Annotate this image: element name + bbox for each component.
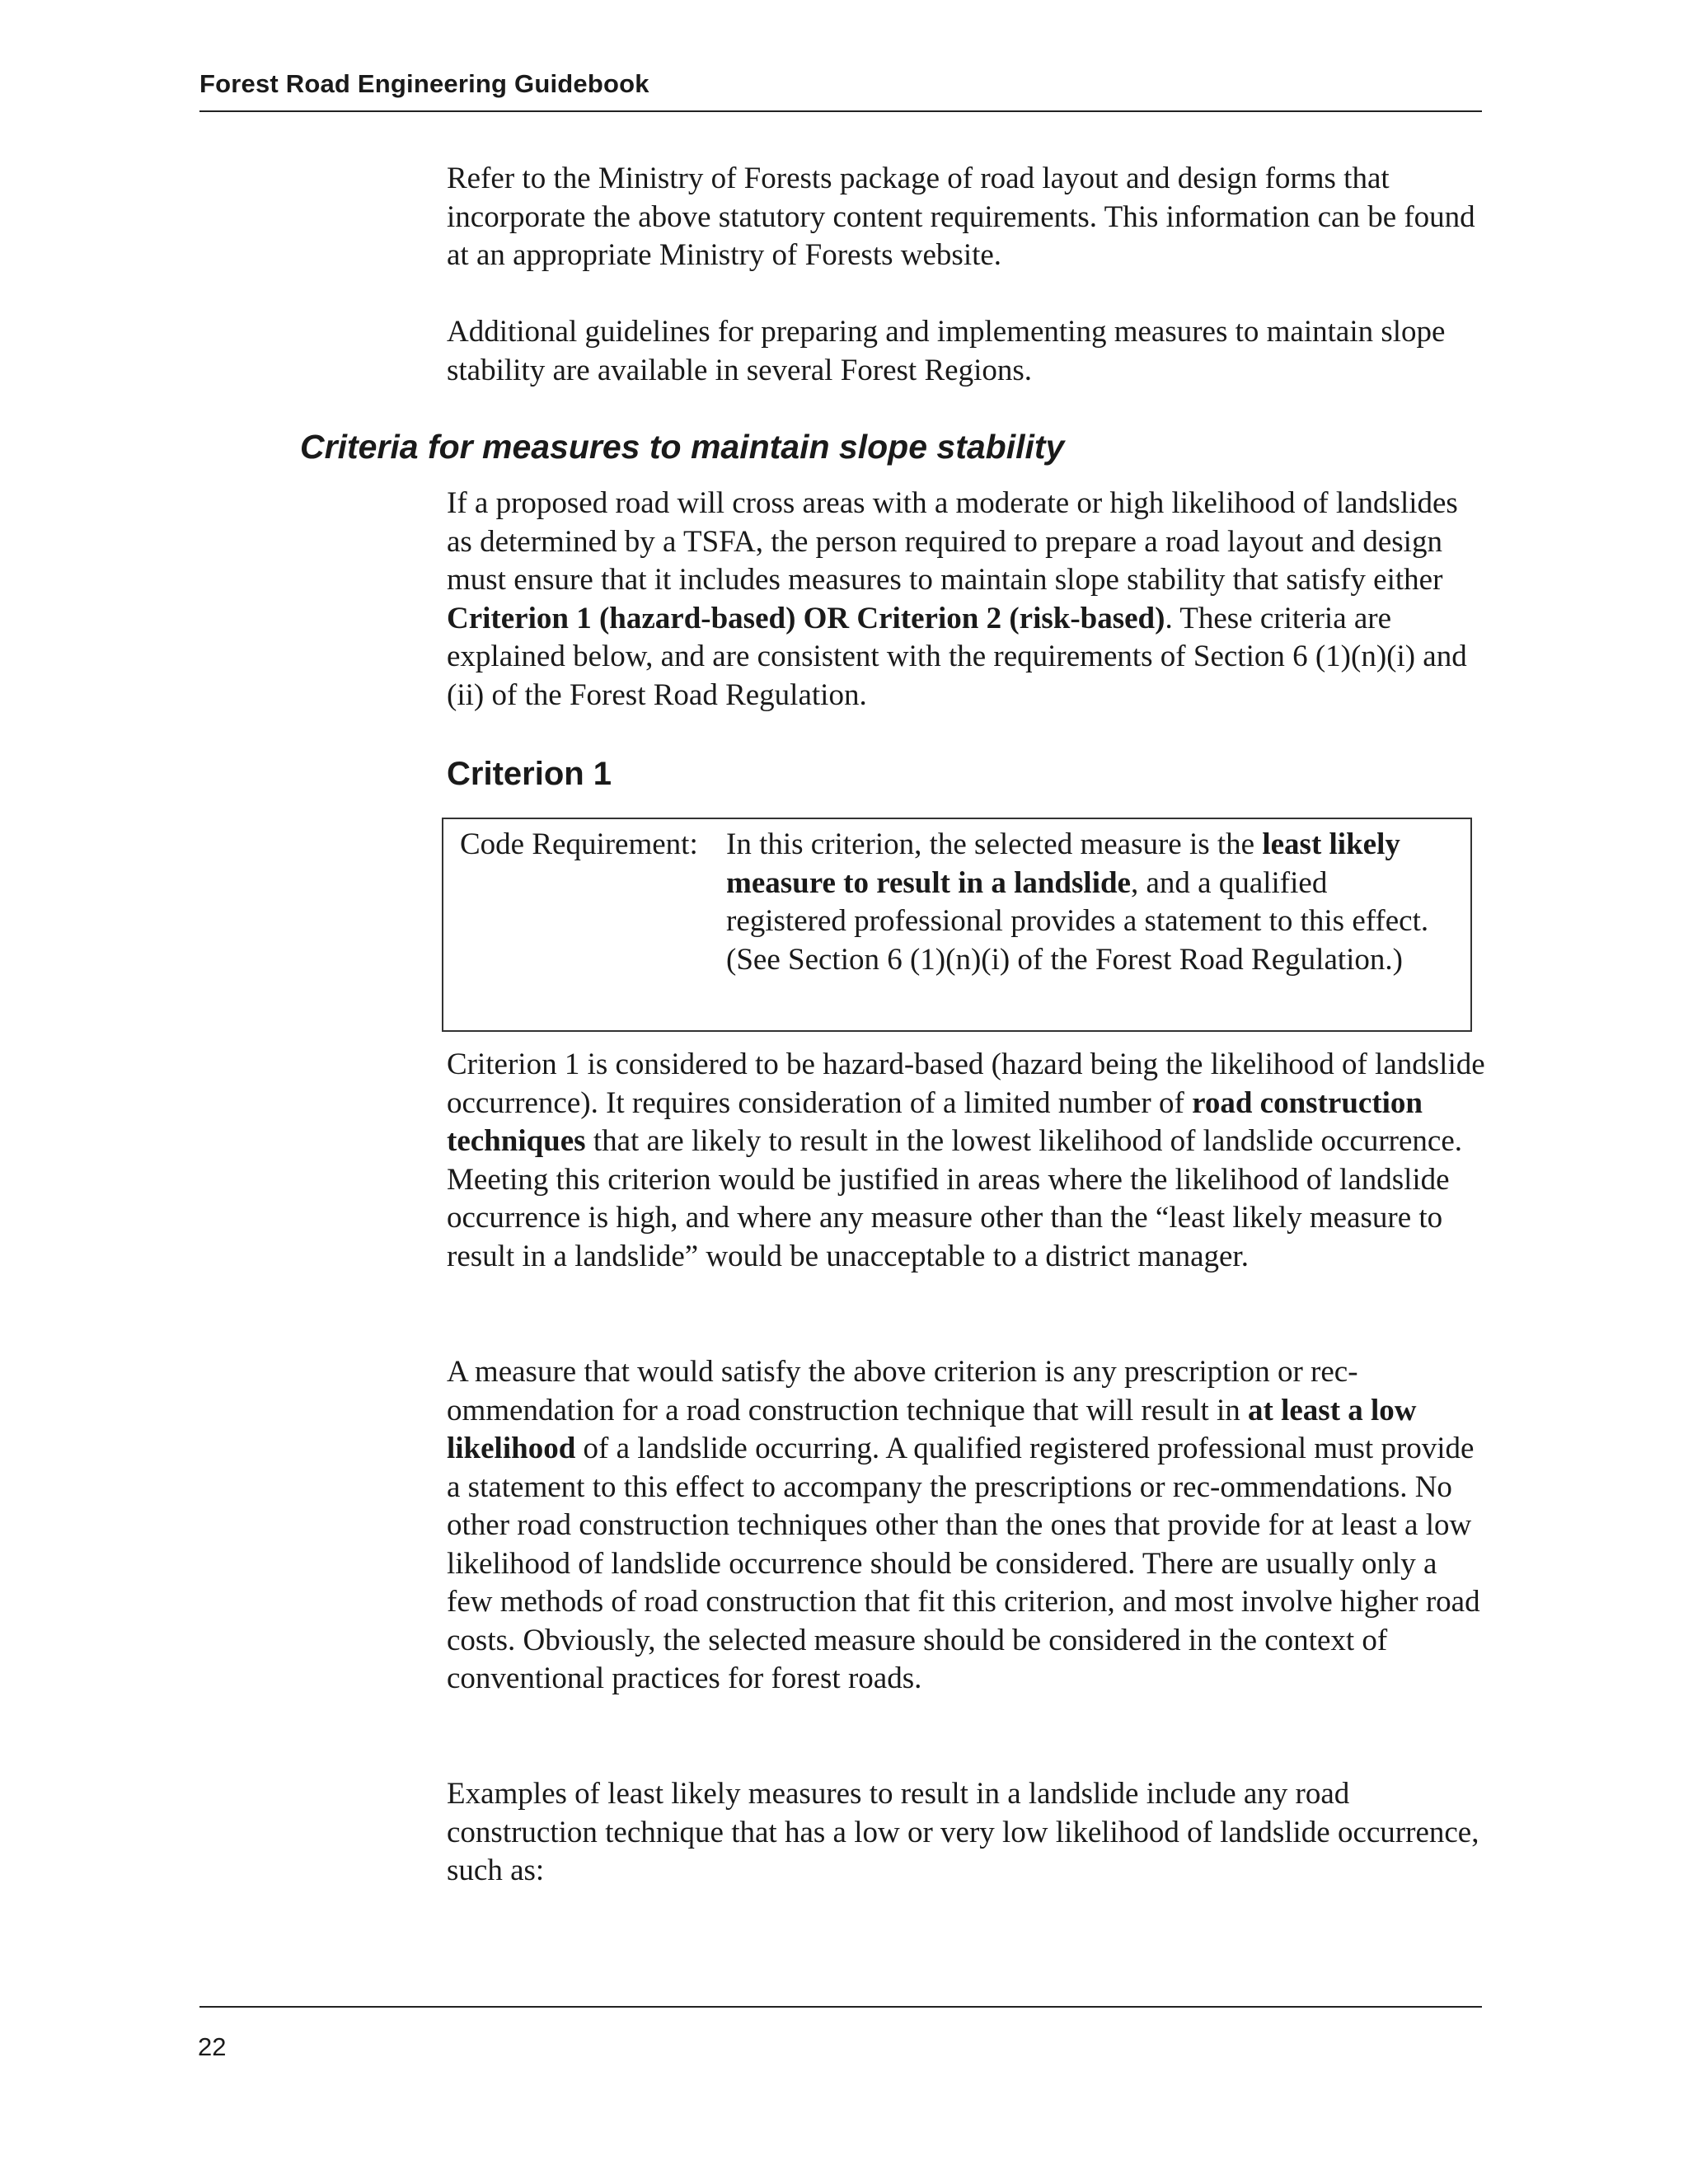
road-construction-emphasis: road construction techniques: [447, 1085, 1423, 1158]
code-requirement-label: Code Requirement:: [460, 827, 698, 861]
footer-rule: [199, 2006, 1482, 2008]
criterion-1-paragraph-3: Examples of least likely measures to result in a landslide include any road construction technique that has a low or very low likelihood of landslide occurrence, such as:: [447, 1777, 1479, 1887]
criterion-1-paragraph-1: Criterion 1 is considered to be hazard-based (hazard being the likelihood of landslide occurrence). It requires consideration of a limited number of road construction techniques that are likely to result in the lowest likelihood of landslide occurrence. Meeting this criterion would be justified in areas where the likelihood of landslide occurrence is high, and where any measure other than the “least likely measure to result in a landslide” would be unacceptable to a district manager.: [447, 1047, 1485, 1273]
intro-paragraph-1: Refer to the Ministry of Forests package of road layout and design forms that incorporate the above statutory content requirements. This information can be found at an appropriate Ministry of Forests website.: [447, 162, 1475, 272]
criterion-1-paragraph-2: A measure that would satisfy the above criterion is any prescription or rec-ommendation for a road construction technique that will result in at least a low likelihood of a landslide occurring. A qualified registered professional must provide a statement to this effect to accompany the prescriptions or rec-ommendations. No other road construction techniques other than the ones that provide for at least a low likelihood of landslide occurrence should be considered. There are usually only a few methods of road construction that fit this criterion, and most involve higher road costs. Obviously, the selected measure should be considered in the context of conventional practices for forest roads.: [447, 1355, 1480, 1695]
section-paragraph: If a proposed road will cross areas with a moderate or high likelihood of landslides as determined by a TSFA, the person required to prepare a road layout and design must ensure that it includes measures to maintain slope stability that satisfy either Criterion 1 (hazard-based) OR Criterion 2 (risk-based). These criteria are explained below, and are consistent with the requirements of Section 6 (1)(n)(i) and (ii) of the Forest Road Regulation.: [447, 486, 1467, 712]
section-heading: Criteria for measures to maintain slope stability: [300, 428, 1065, 466]
running-header-title: Forest Road Engineering Guidebook: [199, 69, 649, 98]
code-requirement-box: [442, 818, 1472, 1032]
intro-paragraph-2: Additional guidelines for preparing and implementing measures to maintain slope stability are available in several Forest Regions.: [447, 315, 1446, 387]
criterion-1-heading: Criterion 1: [447, 756, 612, 792]
code-requirement-text: In this criterion, the selected measure is the least likely measure to result in a landslide, and a qualified registered professional provides a statement to this effect. (See Section 6 (1)(n)(i) of the Forest Road Regulation.): [726, 827, 1429, 977]
header-rule: [199, 110, 1482, 112]
criteria-emphasis: Criterion 1 (hazard-based) OR Criterion 2 (risk-based): [447, 601, 1165, 635]
code-requirement-emphasis: least likely measure to result in a landslide: [726, 827, 1400, 900]
low-likelihood-emphasis: at least a low likelihood: [447, 1393, 1417, 1465]
page-number: 22: [198, 2032, 227, 2061]
